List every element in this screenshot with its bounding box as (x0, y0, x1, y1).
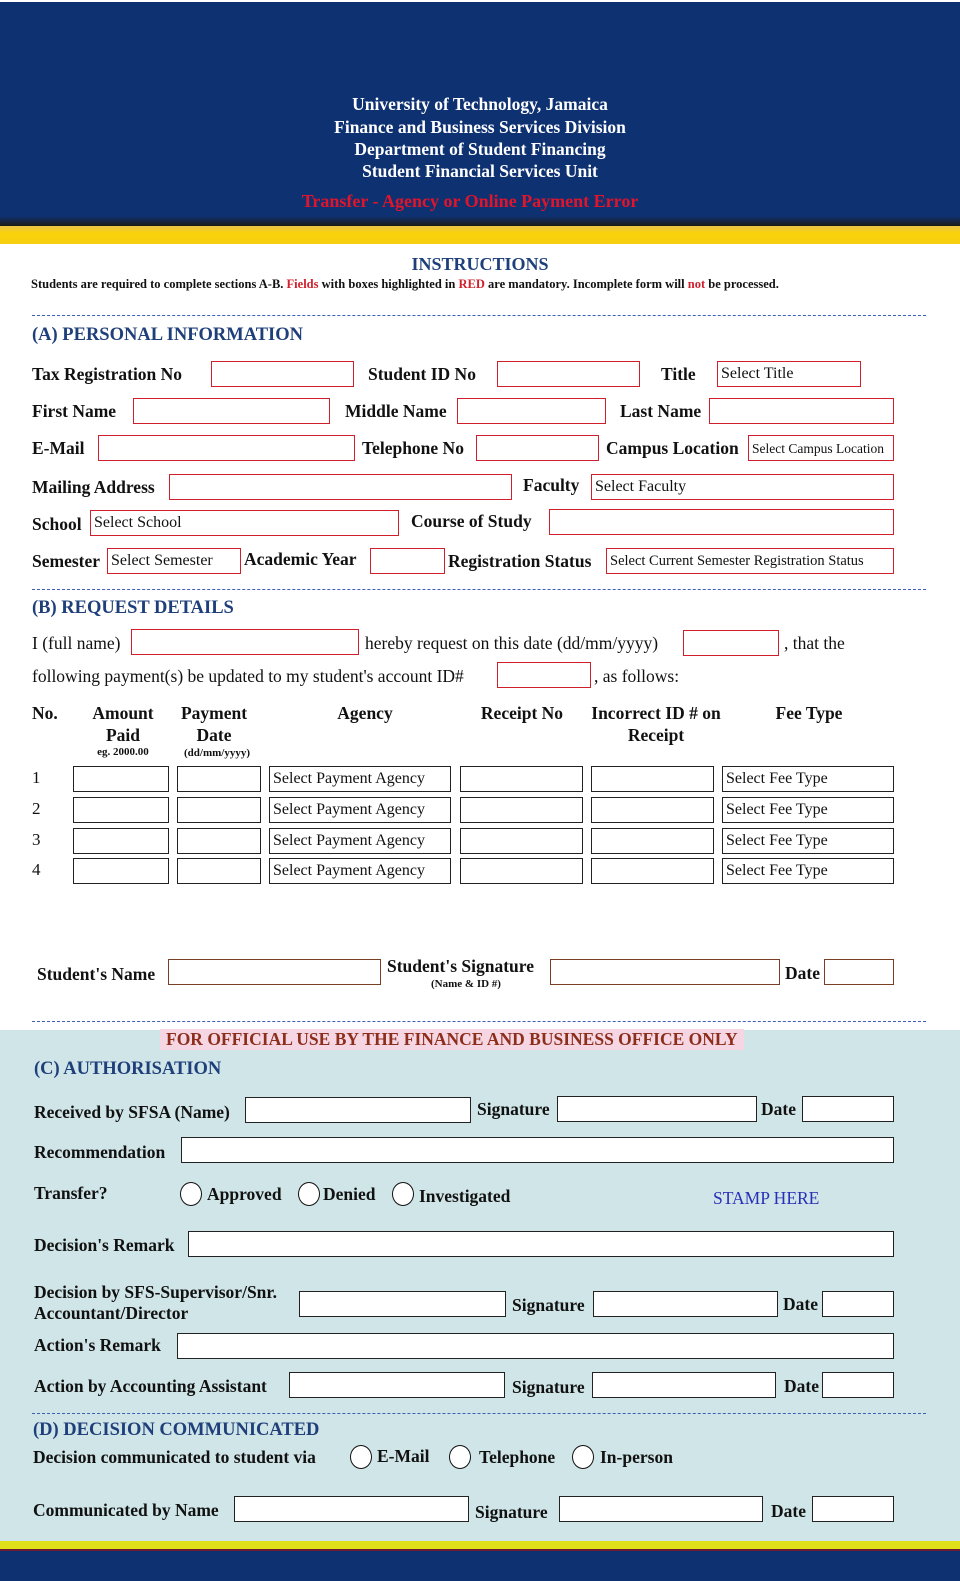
header-shadow (0, 216, 960, 226)
header-gold-stripe (0, 226, 960, 244)
title-select[interactable]: Select Title (717, 361, 861, 387)
action-signature-input[interactable] (592, 1372, 776, 1398)
section-c-heading: (C) AUTHORISATION (34, 1059, 222, 1079)
incorrect-id-input[interactable] (591, 766, 714, 792)
payment-date-input[interactable] (177, 828, 261, 854)
middle-name-input[interactable] (457, 398, 606, 424)
instructions-part: be processed. (705, 277, 779, 291)
amount-paid-input[interactable] (73, 828, 169, 854)
footer-yellow-stripe (0, 1541, 960, 1549)
receipt-no-input[interactable] (460, 858, 583, 884)
official-use-banner: FOR OFFICIAL USE BY THE FINANCE AND BUSINESS OFFICE ONLY (160, 1029, 744, 1050)
decision-via-label: Decision communicated to student via (33, 1447, 316, 1467)
transfer-denied-label: Denied (323, 1184, 376, 1204)
student-id-input[interactable] (497, 361, 640, 387)
column-amount-paid: Amount Paid (92, 703, 154, 745)
agency-select[interactable]: Select Payment Agency (269, 797, 451, 823)
first-name-label: First Name (32, 401, 117, 421)
decision-remark-label: Decision's Remark (34, 1235, 175, 1255)
column-incorrect-id: Incorrect ID # on Receipt (591, 703, 721, 745)
mailing-address-label: Mailing Address (32, 477, 155, 497)
last-name-input[interactable] (709, 398, 894, 424)
via-email-radio[interactable] (350, 1445, 372, 1469)
instructions-red-highlight: RED (458, 277, 485, 291)
decision-remark-input[interactable] (188, 1231, 894, 1257)
payment-date-input[interactable] (177, 797, 261, 823)
header-unit: Student Financial Services Unit (362, 161, 598, 181)
decision-date-input[interactable] (822, 1291, 894, 1317)
request-text-that: , that the (784, 633, 845, 653)
header-university: University of Technology, Jamaica (352, 94, 608, 114)
communicated-date-label: Date (771, 1501, 806, 1521)
row-number: 3 (32, 830, 41, 849)
action-remark-input[interactable] (177, 1333, 894, 1359)
payment-date-input[interactable] (177, 858, 261, 884)
decision-signature-label: Signature (512, 1295, 585, 1315)
student-name-label: Student's Name (37, 964, 156, 984)
fee-type-select[interactable]: Select Fee Type (722, 858, 894, 884)
received-by-label: Received by SFSA (Name) (34, 1102, 230, 1122)
academic-year-input[interactable] (370, 548, 445, 574)
via-telephone-label: Telephone (479, 1447, 556, 1467)
email-input[interactable] (98, 435, 355, 461)
received-by-input[interactable] (245, 1097, 471, 1123)
incorrect-id-input[interactable] (591, 858, 714, 884)
recommendation-label: Recommendation (34, 1142, 166, 1162)
student-id-label: Student ID No (368, 364, 476, 384)
receipt-no-input[interactable] (460, 828, 583, 854)
transfer-approved-radio[interactable] (180, 1182, 202, 1206)
amount-paid-input[interactable] (73, 858, 169, 884)
student-signature-label: Student's Signature (387, 956, 535, 976)
first-name-input[interactable] (133, 398, 330, 424)
communicated-signature-input[interactable] (559, 1496, 763, 1522)
student-signature-hint: (Name & ID #) (431, 978, 501, 990)
fee-type-select[interactable]: Select Fee Type (722, 828, 894, 854)
telephone-input[interactable] (476, 435, 599, 461)
semester-select[interactable]: Select Semester (107, 548, 241, 574)
transfer-approved-label: Approved (207, 1184, 282, 1204)
request-full-name-input[interactable] (131, 629, 359, 655)
amount-paid-input[interactable] (73, 797, 169, 823)
decision-date-label: Date (783, 1294, 818, 1314)
fee-type-select[interactable]: Select Fee Type (722, 797, 894, 823)
receipt-no-input[interactable] (460, 766, 583, 792)
column-receipt-no: Receipt No (480, 703, 564, 723)
instructions-heading: INSTRUCTIONS (411, 254, 549, 274)
request-text-fullname: I (full name) (32, 633, 121, 653)
action-date-label: Date (784, 1376, 819, 1396)
registration-status-label: Registration Status (448, 551, 592, 571)
divider (32, 589, 926, 590)
payment-date-input[interactable] (177, 766, 261, 792)
column-fee-type: Fee Type (775, 703, 843, 723)
decision-by-label-line1: Decision by SFS-Supervisor/Snr. (34, 1282, 277, 1302)
via-email-label: E-Mail (377, 1446, 430, 1466)
telephone-label: Telephone No (362, 438, 464, 458)
divider (32, 1021, 926, 1022)
tax-registration-input[interactable] (211, 361, 354, 387)
incorrect-id-input[interactable] (591, 797, 714, 823)
faculty-select[interactable]: Select Faculty (591, 474, 894, 500)
transfer-investigated-radio[interactable] (392, 1182, 414, 1206)
last-name-label: Last Name (620, 401, 702, 421)
action-date-input[interactable] (822, 1372, 894, 1398)
mailing-address-input[interactable] (169, 474, 512, 500)
section-b-heading: (B) REQUEST DETAILS (32, 598, 234, 618)
decision-by-label-line2: Accountant/Director (34, 1303, 189, 1323)
section-d-heading: (D) DECISION COMMUNICATED (33, 1420, 320, 1440)
agency-select[interactable]: Select Payment Agency (269, 828, 451, 854)
student-name-input[interactable] (168, 959, 381, 985)
header-division: Finance and Business Services Division (334, 117, 626, 137)
course-of-study-input[interactable] (549, 509, 894, 535)
received-date-label: Date (761, 1099, 796, 1119)
amount-paid-input[interactable] (73, 766, 169, 792)
decision-signature-input[interactable] (593, 1291, 778, 1317)
student-signature-input[interactable] (550, 959, 780, 985)
tax-registration-label: Tax Registration No (32, 364, 183, 384)
footer-banner (0, 1551, 960, 1581)
divider (32, 1413, 926, 1414)
campus-location-select[interactable]: Select Campus Location (748, 435, 894, 461)
column-agency: Agency (337, 703, 393, 723)
instructions-part: are mandatory. Incomplete form will (484, 277, 688, 291)
student-date-input[interactable] (824, 959, 894, 985)
amount-hint: eg. 2000.00 (97, 746, 149, 758)
faculty-label: Faculty (523, 475, 580, 495)
transfer-denied-radio[interactable] (298, 1182, 320, 1206)
communicated-by-label: Communicated by Name (33, 1500, 219, 1520)
instructions-part: Students are required to complete sections A-B. (31, 277, 287, 291)
fee-type-select[interactable]: Select Fee Type (722, 766, 894, 792)
title-label: Title (661, 364, 696, 384)
received-signature-label: Signature (477, 1099, 550, 1119)
receipt-no-input[interactable] (460, 797, 583, 823)
instructions-text (31, 277, 779, 292)
middle-name-label: Middle Name (345, 401, 447, 421)
row-number: 2 (32, 799, 41, 818)
communicated-signature-label: Signature (475, 1502, 548, 1522)
row-number: 4 (32, 860, 41, 879)
student-date-label: Date (785, 963, 820, 983)
campus-location-label: Campus Location (606, 438, 739, 458)
column-payment-date: Payment Date (180, 703, 248, 745)
course-of-study-label: Course of Study (411, 511, 532, 531)
action-by-input[interactable] (289, 1372, 505, 1398)
request-text-account: following payment(s) be updated to my student's account ID# (32, 666, 464, 686)
request-account-id-input[interactable] (497, 662, 591, 688)
decision-by-label (34, 1282, 277, 1324)
decision-by-input[interactable] (299, 1291, 506, 1317)
instructions-not-highlight: not (687, 277, 706, 291)
form-title: Transfer - Agency or Online Payment Error (301, 191, 639, 211)
via-in-person-radio[interactable] (572, 1445, 594, 1469)
recommendation-input[interactable] (181, 1137, 894, 1163)
transfer-label: Transfer? (34, 1183, 108, 1203)
action-by-label: Action by Accounting Assistant (34, 1376, 267, 1396)
registration-status-select[interactable]: Select Current Semester Registration Status (606, 548, 894, 574)
action-signature-label: Signature (512, 1377, 585, 1397)
agency-select[interactable]: Select Payment Agency (269, 766, 451, 792)
divider (32, 315, 926, 316)
transfer-investigated-label: Investigated (419, 1186, 511, 1206)
semester-label: Semester (32, 551, 101, 571)
school-label: School (32, 514, 82, 534)
via-telephone-radio[interactable] (449, 1445, 471, 1469)
agency-select[interactable]: Select Payment Agency (269, 858, 451, 884)
payment-date-hint: (dd/mm/yyyy) (184, 747, 250, 759)
received-signature-input[interactable] (557, 1096, 757, 1122)
column-no: No. (32, 703, 58, 723)
via-in-person-label: In-person (600, 1447, 673, 1467)
row-number: 1 (32, 768, 41, 787)
received-date-input[interactable] (802, 1096, 894, 1122)
communicated-date-input[interactable] (812, 1496, 894, 1522)
academic-year-label: Academic Year (244, 549, 357, 569)
request-text-follows: , as follows: (594, 666, 680, 686)
email-label: E-Mail (32, 438, 85, 458)
section-a-heading: (A) PERSONAL INFORMATION (32, 325, 303, 345)
request-date-input[interactable] (683, 630, 779, 656)
header-department: Department of Student Financing (354, 139, 606, 159)
communicated-by-input[interactable] (234, 1496, 469, 1522)
stamp-here-text: STAMP HERE (713, 1188, 820, 1208)
incorrect-id-input[interactable] (591, 828, 714, 854)
action-remark-label: Action's Remark (34, 1335, 161, 1355)
instructions-part: with boxes highlighted in (318, 277, 459, 291)
instructions-fields-highlight: Fields (286, 277, 319, 291)
school-select[interactable]: Select School (90, 510, 399, 536)
request-text-date: hereby request on this date (dd/mm/yyyy) (365, 633, 659, 653)
